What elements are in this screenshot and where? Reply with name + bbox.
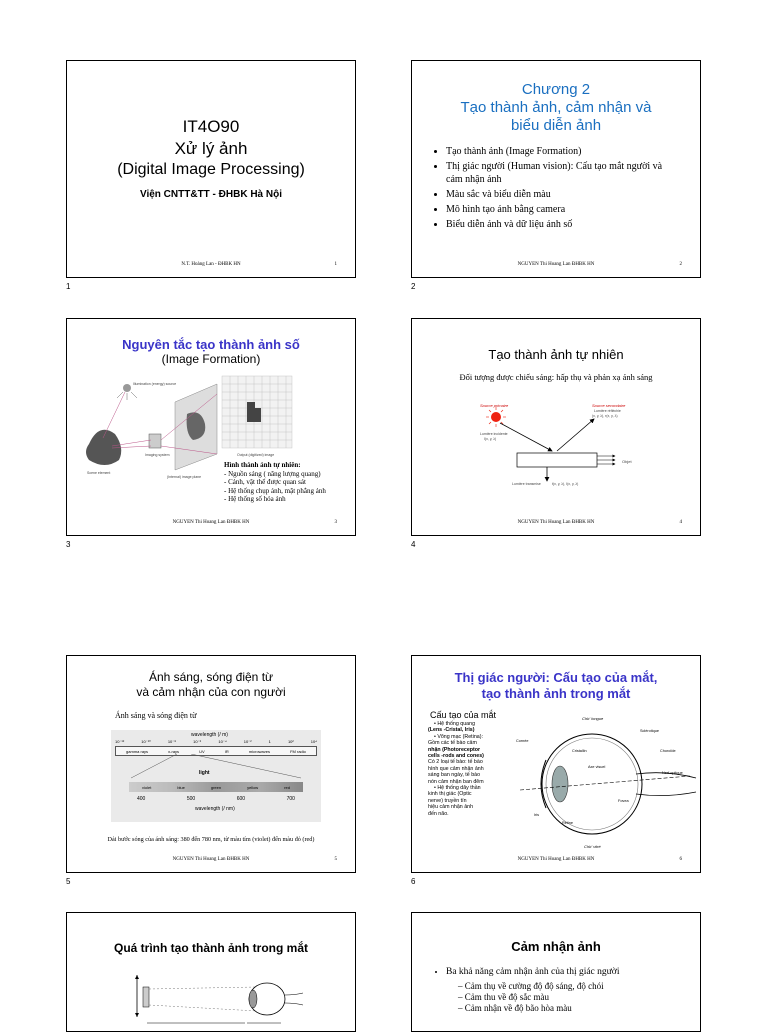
fig-label: Nerf optique [662, 771, 683, 775]
slide-index: 5 [66, 877, 71, 886]
slide-index: 4 [411, 540, 416, 549]
bullet-list [412, 145, 700, 231]
slide-subtitle: Đối tượng được chiếu sáng: hấp thụ và phản xạ ánh sáng [459, 372, 653, 382]
fig-label: Axe visuel [588, 765, 606, 769]
slide-title: Tạo thành ảnh tự nhiên [488, 347, 624, 362]
fig-label: Scene element [87, 471, 111, 475]
slide-title: Thị giác người: Cấu tạo của mắt, [454, 670, 658, 685]
fig-label: Imaging system [145, 453, 170, 457]
slide-3 [66, 318, 356, 536]
list-item: – Cảm nhận về độ bão hòa màu [458, 1003, 700, 1014]
slide-index: 1 [66, 282, 71, 291]
fig-label: Output (digitized) image [237, 453, 275, 457]
slide-index: 3 [66, 540, 71, 549]
eye-image-formation-figure [67, 967, 356, 1027]
fig-label: (x, y, λ), r(x, y, λ) [592, 414, 618, 418]
fig-label: Lumière transmise [512, 482, 541, 486]
slide-title: Quá trình tạo thành ảnh trong mắt [114, 941, 308, 955]
fig-label: Chb' longue [582, 716, 604, 721]
course-title: Xử lý ảnh [174, 139, 248, 158]
reflection-figure [412, 401, 701, 511]
slide-index: 2 [411, 282, 416, 291]
slide-footer: NGUYEN Thi Hoang Lan ĐHBK HN 4 [517, 520, 682, 525]
fig-label: Source secondaire [592, 403, 626, 408]
fig-label: Choroïde [660, 749, 676, 753]
slide-page-number: 1 [334, 262, 337, 267]
fig-label: I(x, y, λ) [484, 437, 497, 441]
slide-footer: NGUYEN Thi Hoang Lan ĐHBK HN 3 [172, 520, 337, 525]
fig-label: Cristallin [572, 749, 587, 753]
slide-footer: NGUYEN Thi Hoang Lan ĐHBK HN 2 [517, 262, 682, 267]
list-item: • Biểu diễn ảnh và dữ liệu ảnh số [446, 218, 680, 231]
slide-title: Ánh sáng, sóng điện từ [148, 670, 274, 684]
fig-label: Lumière incidente [480, 432, 508, 436]
slide-index: 6 [411, 877, 416, 886]
slide-page-number: 3 [334, 520, 337, 525]
slide-7 [66, 912, 356, 1032]
slide-footer: NGUYEN Thi Hoang Lan ĐHBK HN 5 [172, 857, 337, 862]
list-item: • Ba khả năng cảm nhận ảnh của thị giác người [446, 966, 700, 979]
slide-2: Chương 2 Tạo thành ảnh, cảm nhận và biểu diễn ảnh • Tạo thành ảnh (Image Formation) • Thị giác người (Human vision): Cấu tạo mắt người và cảm nhận ảnh • Màu sắc và biểu diễn màu • Mô hình tạo ảnh bằng camera • Biểu diễn ảnh và dữ liệu ảnh số NGUYEN Thi Hoang Lan ĐHBK HN 2 [411, 60, 701, 278]
sub-list [412, 981, 700, 1014]
fig-label: Illumination (energy) source [133, 382, 177, 386]
figure-caption: Dải bước sóng của ánh sáng: 380 đến 780 nm, từ màu tím (violet) đến màu đỏ (red) [107, 836, 315, 843]
slide-page-number: 4 [679, 520, 682, 525]
list-item: • Thị giác người (Human vision): Cấu tạo mắt người và cảm nhận ảnh [446, 160, 680, 186]
slide-page-number: 5 [334, 857, 337, 862]
fig-label: Rétine [562, 821, 573, 825]
slide-page-number: 6 [679, 857, 682, 862]
eye-anatomy-figure [510, 712, 700, 862]
fig-label: t(x, y, λ), I(x, y, λ) [552, 482, 579, 486]
list-item: • Mô hình tạo ảnh bằng camera [446, 203, 680, 216]
list-item: • Màu sắc và biểu diễn màu [446, 188, 680, 201]
slide-subtitle: (Image Formation) [161, 352, 261, 366]
fig-label: Iris [534, 813, 540, 817]
figure-caption: Hình thành ảnh tự nhiên: - Nguồn sáng ( năng lượng quang) - Cảnh, vật thể được quan sát - Hệ thống chụp ảnh, mặt phẳng ảnh - Hệ thống số hóa ảnh [224, 461, 326, 503]
chapter-title: Chương 2 [521, 81, 591, 98]
slide-8 [411, 912, 701, 1032]
list-item: • Tạo thành ảnh (Image Formation) [446, 145, 680, 158]
eye-structure-text: • Hệ thống quang (Lens -Cristal, Iris) • Võng mạc (Retina): Gồm các tế bào cảm nhận (Photoreceptor cells -rods and cones) Có 2 loại tế bào: tế bào hình que cảm nhận ảnh sáng ban ngày, tế bào nón cảm nhận ban đêm • Hệ thống dây thần kinh thị giác (Optic nerve) truyền tín hiệu cảm nhận ảnh đến não. [428, 721, 484, 817]
slide-5: Ánh sáng, sóng điện từ và cảm nhận của con người Ánh sáng và sóng điện từ wavelength (/ m) 10⁻¹² 10⁻¹⁰ 10⁻⁸ 10⁻⁶ 10⁻⁴ 10⁻² 1 10² 10⁴ gamma rays x-rays UV IR microwaves FM radio light violet blue green yellow red 400 500 600 700 wavelength (/ nm) Dải bước sóng của ánh sáng: 380 đến 780 nm, từ màu tím (violet) đến màu đỏ (red) NGUYEN Thi Hoang Lan ĐHBK HN 5 [66, 655, 356, 873]
slide-title: Nguyên tắc tạo thành ảnh số [122, 337, 300, 352]
list-item: – Cảm thụ về cường độ độ sáng, độ chói [458, 981, 700, 992]
fig-label: Source primaire [480, 403, 509, 408]
fig-label: Lumière réfléchie [594, 409, 621, 413]
bullet-list [412, 966, 700, 979]
course-title-en: (Digital Image Processing) [117, 161, 305, 178]
fig-label: Cornée [516, 739, 529, 743]
slide-page-number: 2 [679, 262, 682, 267]
spectrum-figure: wavelength (/ m) 10⁻¹² 10⁻¹⁰ 10⁻⁸ 10⁻⁶ 10⁻⁴ 10⁻² 1 10² 10⁴ gamma rays x-rays UV IR microwaves FM radio light violet blue green yellow red 400 500 600 700 wavelength (/ nm) [111, 730, 321, 822]
slide-title: Cảm nhận ảnh [511, 939, 601, 954]
slide-4 [411, 318, 701, 536]
course-code: IT4O90 [182, 117, 240, 136]
slide-footer: N.T. Hoàng Lan - ĐHBK HN 1 [181, 262, 337, 267]
slide-6: Thị giác người: Cấu tạo của mắt, tạo thành ảnh trong mắt Cấu tạo của mắt • Hệ thống quang (Lens -Cristal, Iris) • Võng mạc (Retina): Gồm các tế bào cảm nhận (Photoreceptor cells -rods and cones) Có 2 loại tế bào: tế bào hình que cảm nhận ảnh sáng ban ngày, tế bào nón cảm nhận ban đêm • Hệ thống dây thần kinh thị giác (Optic nerve) truyền tín hiệu cảm nhận ảnh đến não. Chb' longue Sclérotique Cornée Choroïde Cristallin Axe visuel Nerf optique Iris Fovea Rétine Chb' vitré NGUYEN Thi Hoang Lan ĐHBK HN 6 [411, 655, 701, 873]
fig-label: Sclérotique [640, 729, 659, 733]
slide-footer: NGUYEN Thi Hoang Lan ĐHBK HN 6 [517, 857, 682, 862]
fig-label: Fovea [618, 799, 629, 803]
slide-1 [66, 60, 356, 278]
fig-label: Objet [622, 459, 632, 464]
list-item: – Cảm thu về độ sắc màu [458, 992, 700, 1003]
fig-label: (Internal) image plane [167, 475, 202, 479]
fig-label: Chb' vitré [584, 844, 601, 849]
institute: Viện CNTT&TT - ĐHBK Hà Nội [139, 189, 283, 200]
eye-structure-heading: Cấu tạo của mắt [430, 710, 497, 720]
slide-subtitle: Ánh sáng và sóng điện từ [115, 711, 197, 720]
